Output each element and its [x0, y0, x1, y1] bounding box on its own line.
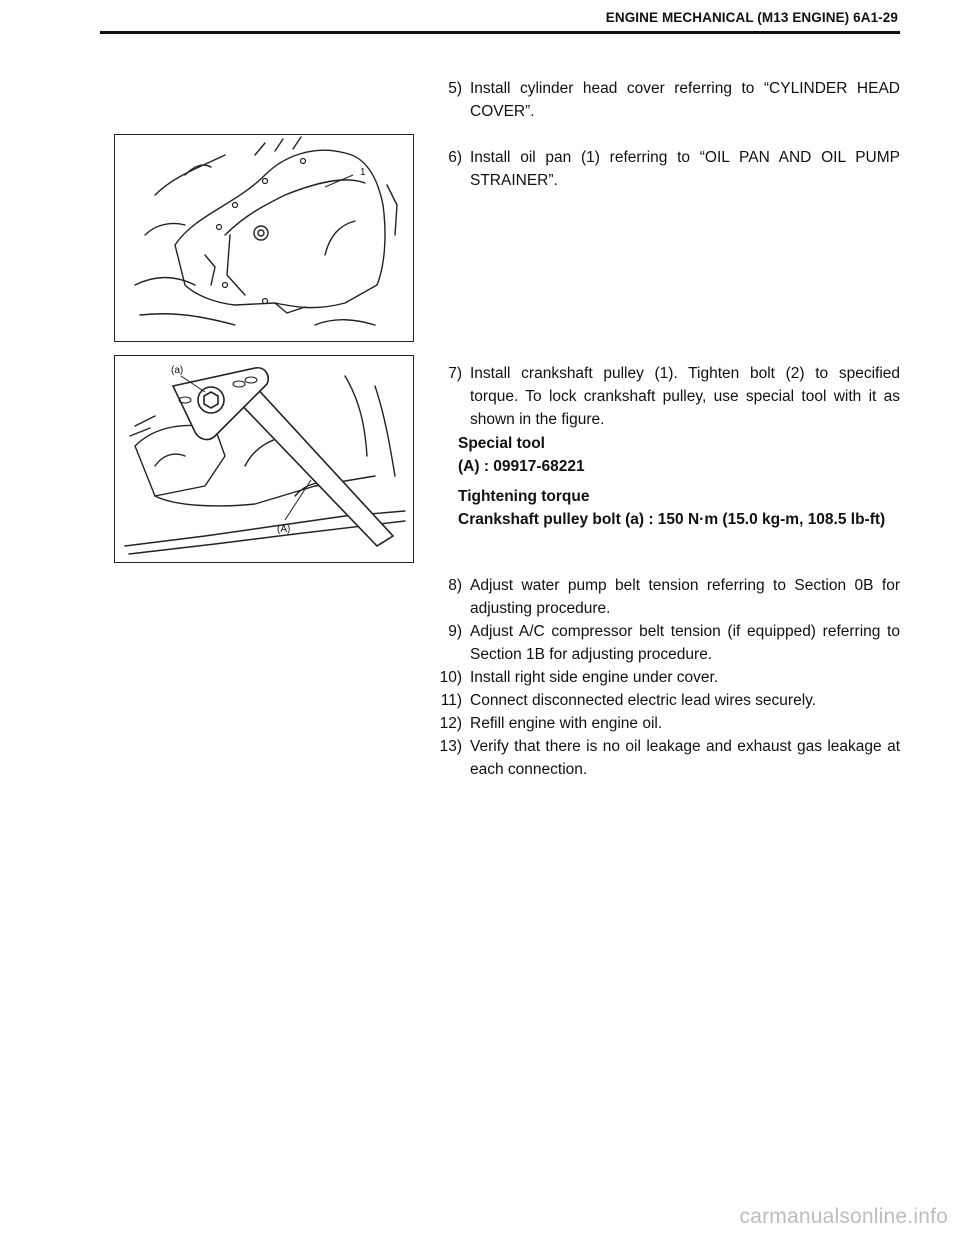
- oil-pan-illustration: [115, 135, 413, 341]
- oil-pan-figure: [114, 134, 414, 342]
- step-7: [418, 362, 900, 431]
- step-number: 13): [439, 738, 462, 755]
- step-number: 6): [448, 149, 462, 166]
- step-number: 11): [440, 692, 462, 709]
- step-number: 5): [448, 80, 462, 97]
- step-number: 9): [448, 623, 462, 640]
- step-text: Install crankshaft pulley (1). Tighten bolt (2) to specified torque. To lock crankshaft pulley, use special tool with it as shown in the figure.: [470, 365, 900, 428]
- pulley-figure: [114, 355, 414, 563]
- torque-value: Crankshaft pulley bolt (a) : 150 N·m (15.0 kg-m, 108.5 lb-ft): [458, 511, 886, 528]
- step-10: [418, 666, 900, 689]
- step-11: [418, 689, 900, 712]
- header-rule: [100, 31, 900, 34]
- page-title: ENGINE MECHANICAL (M13 ENGINE) 6A1-29: [605, 10, 898, 25]
- step-5: [418, 77, 900, 123]
- step-text: Install oil pan (1) referring to “OIL PAN AND OIL PUMP STRAINER”.: [470, 149, 900, 189]
- pulley-illustration: [115, 356, 413, 562]
- step-8: [418, 574, 900, 620]
- step-13: [418, 735, 900, 781]
- step-text: Install cylinder head cover referring to “CYLINDER HEAD COVER”.: [470, 80, 900, 120]
- step-number: 8): [448, 577, 462, 594]
- step-number: 12): [439, 715, 462, 732]
- step-9: [418, 620, 900, 666]
- special-tool-heading: Special tool: [458, 435, 545, 452]
- step-text: Install right side engine under cover.: [470, 669, 719, 686]
- step-number: 10): [439, 669, 462, 686]
- special-tool-block: [458, 432, 585, 478]
- special-tool-callout: (A): [277, 524, 291, 535]
- step-text: Refill engine with engine oil.: [470, 715, 663, 732]
- torque-heading: Tightening torque: [458, 488, 590, 505]
- special-tool-value: (A) : 09917-68221: [458, 458, 585, 475]
- step-text: Verify that there is no oil leakage and exhaust gas leakage at each connection.: [470, 738, 900, 778]
- step-text: Connect disconnected electric lead wires securely.: [470, 692, 817, 709]
- step-text: Adjust water pump belt tension referring to Section 0B for adjusting procedure.: [470, 577, 900, 617]
- oil-pan-callout: 1: [360, 167, 366, 178]
- step-number: 7): [448, 365, 462, 382]
- step-text: Adjust A/C compressor belt tension (if equipped) referring to Section 1B for adjusting procedure.: [470, 623, 900, 663]
- torque-block: [458, 485, 885, 531]
- step-6: [418, 146, 900, 192]
- step-12: [418, 712, 900, 735]
- pulley-bolt-callout: (a): [171, 365, 184, 376]
- watermark: carmanualsonline.info: [739, 1205, 948, 1228]
